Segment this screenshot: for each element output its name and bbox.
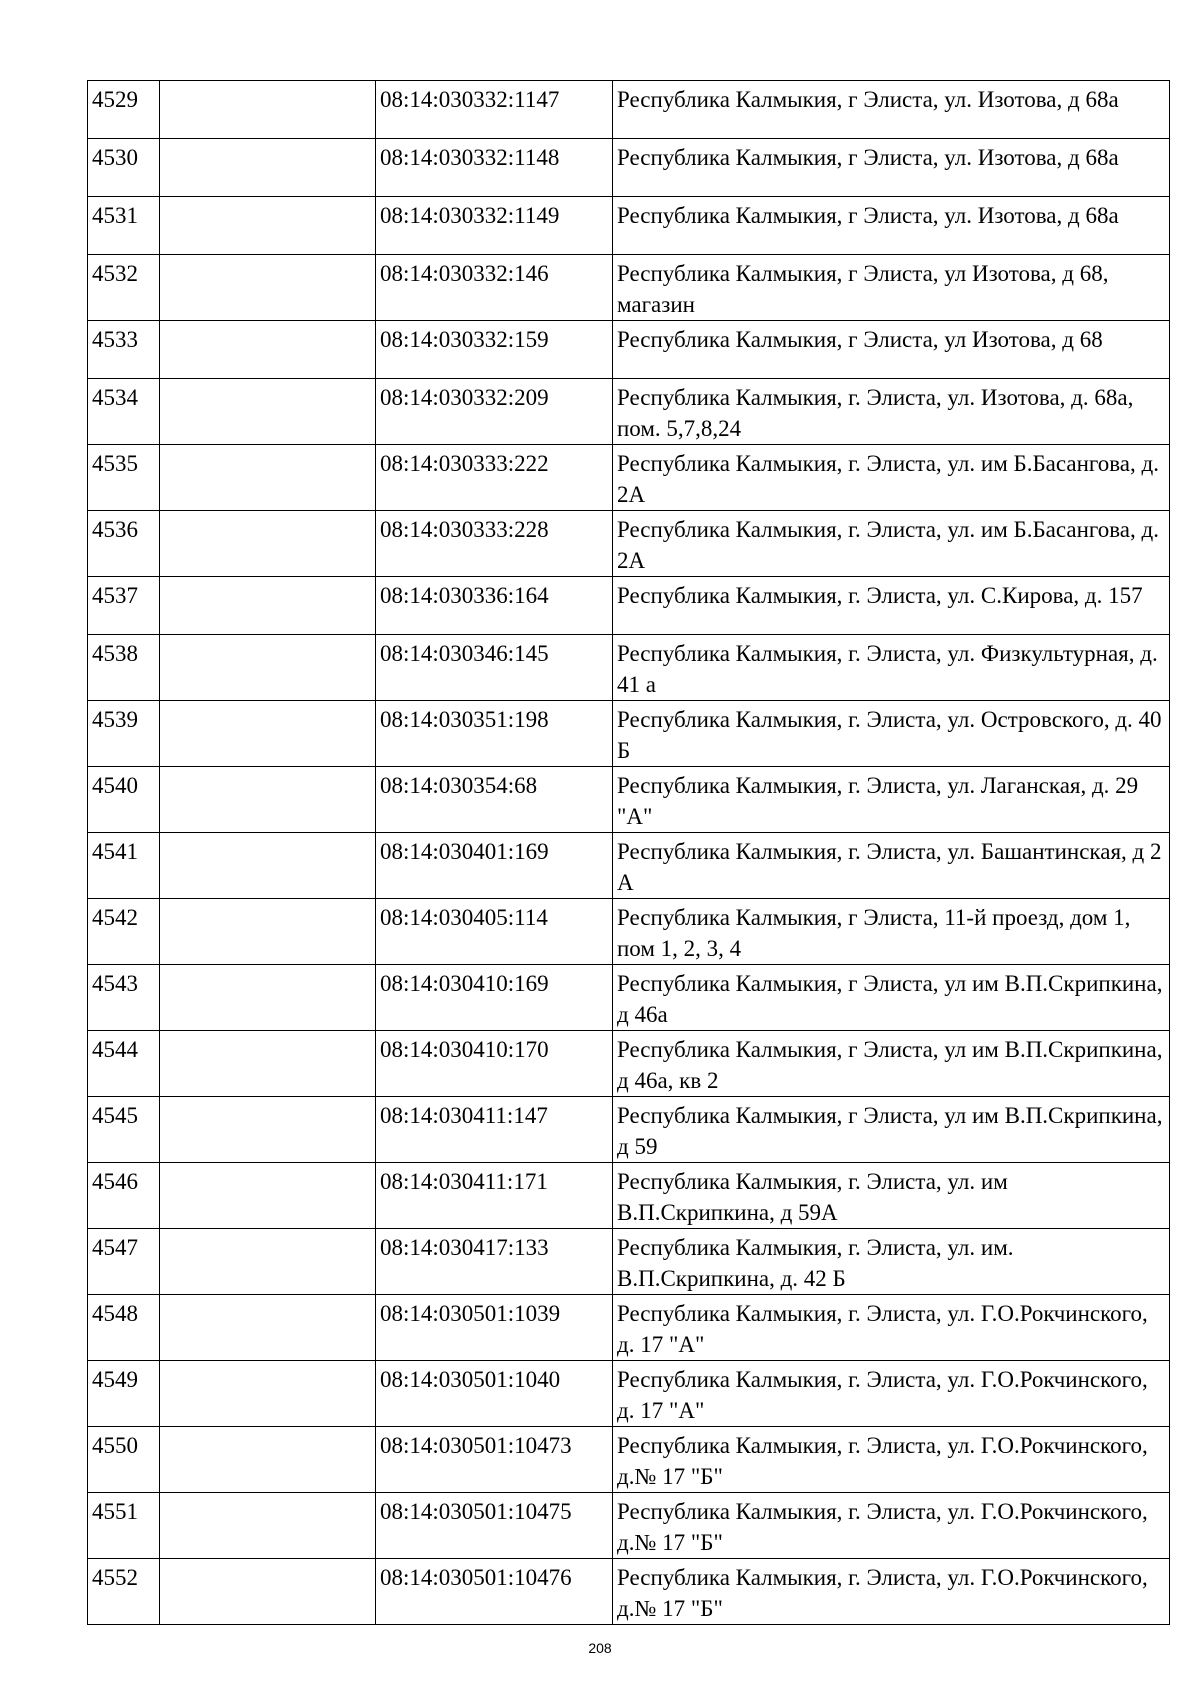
table-row: [88, 321, 1170, 379]
cadastral-number-cell: 08:14:030501:10476: [376, 1559, 613, 1625]
registry-table-body: [88, 81, 1170, 1625]
cadastral-number-cell: 08:14:030333:228: [376, 511, 613, 577]
address-cell: Республика Калмыкия, г Элиста, ул им В.П.Скрипкина, д 46а: [613, 965, 1170, 1031]
table-row: [88, 379, 1170, 445]
table-row: [88, 701, 1170, 767]
row-number-cell: 4548: [88, 1295, 160, 1361]
table-row: [88, 197, 1170, 255]
table-row: [88, 965, 1170, 1031]
row-number-cell: 4541: [88, 833, 160, 899]
cadastral-number-cell: 08:14:030332:159: [376, 321, 613, 379]
owner-cell: [160, 767, 376, 833]
row-number-cell: 4534: [88, 379, 160, 445]
owner-cell: [160, 511, 376, 577]
cadastral-number-cell: 08:14:030401:169: [376, 833, 613, 899]
address-cell: Республика Калмыкия, г. Элиста, ул. Г.О.Рокчинского, д.№ 17 "Б": [613, 1559, 1170, 1625]
row-number-cell: 4538: [88, 635, 160, 701]
cadastral-number-cell: 08:14:030501:10473: [376, 1427, 613, 1493]
cadastral-number-cell: 08:14:030411:147: [376, 1097, 613, 1163]
address-cell: Республика Калмыкия, г. Элиста, ул. Физкультурная, д. 41 а: [613, 635, 1170, 701]
row-number-cell: 4529: [88, 81, 160, 139]
table-row: [88, 1361, 1170, 1427]
table-row: [88, 511, 1170, 577]
row-number-cell: 4543: [88, 965, 160, 1031]
row-number-cell: 4537: [88, 577, 160, 635]
cadastral-number-cell: 08:14:030411:171: [376, 1163, 613, 1229]
cadastral-number-cell: 08:14:030410:169: [376, 965, 613, 1031]
address-cell: Республика Калмыкия, г Элиста, ул. Изотова, д 68а: [613, 81, 1170, 139]
cadastral-number-cell: 08:14:030417:133: [376, 1229, 613, 1295]
table-row: [88, 899, 1170, 965]
address-cell: Республика Калмыкия, г Элиста, ул Изотова, д 68: [613, 321, 1170, 379]
table-row: [88, 1163, 1170, 1229]
address-cell: Республика Калмыкия, г. Элиста, ул. им Б.Басангова, д. 2А: [613, 511, 1170, 577]
owner-cell: [160, 81, 376, 139]
address-cell: Республика Калмыкия, г. Элиста, ул. Островского, д. 40 Б: [613, 701, 1170, 767]
row-number-cell: 4531: [88, 197, 160, 255]
row-number-cell: 4536: [88, 511, 160, 577]
table-row: [88, 81, 1170, 139]
cadastral-number-cell: 08:14:030501:1040: [376, 1361, 613, 1427]
owner-cell: [160, 445, 376, 511]
address-cell: Республика Калмыкия, г Элиста, ул им В.П.Скрипкина, д 59: [613, 1097, 1170, 1163]
owner-cell: [160, 1295, 376, 1361]
cadastral-number-cell: 08:14:030410:170: [376, 1031, 613, 1097]
owner-cell: [160, 379, 376, 445]
cadastral-number-cell: 08:14:030332:209: [376, 379, 613, 445]
address-cell: Республика Калмыкия, г Элиста, 11-й проезд, дом 1, пом 1, 2, 3, 4: [613, 899, 1170, 965]
address-cell: Республика Калмыкия, г Элиста, ул Изотова, д 68, магазин: [613, 255, 1170, 321]
row-number-cell: 4535: [88, 445, 160, 511]
owner-cell: [160, 1229, 376, 1295]
owner-cell: [160, 1559, 376, 1625]
table-row: [88, 1097, 1170, 1163]
address-cell: Республика Калмыкия, г. Элиста, ул. Башантинская, д 2 А: [613, 833, 1170, 899]
registry-table: [87, 80, 1170, 1625]
table-row: [88, 635, 1170, 701]
owner-cell: [160, 577, 376, 635]
cadastral-number-cell: 08:14:030332:1149: [376, 197, 613, 255]
owner-cell: [160, 1163, 376, 1229]
table-row: [88, 445, 1170, 511]
row-number-cell: 4545: [88, 1097, 160, 1163]
address-cell: Республика Калмыкия, г. Элиста, ул. Г.О.Рокчинского, д.№ 17 "Б": [613, 1493, 1170, 1559]
address-cell: Республика Калмыкия, г Элиста, ул им В.П.Скрипкина, д 46а, кв 2: [613, 1031, 1170, 1097]
owner-cell: [160, 965, 376, 1031]
row-number-cell: 4544: [88, 1031, 160, 1097]
owner-cell: [160, 1493, 376, 1559]
address-cell: Республика Калмыкия, г. Элиста, ул. им Б.Басангова, д. 2А: [613, 445, 1170, 511]
cadastral-number-cell: 08:14:030332:146: [376, 255, 613, 321]
address-cell: Республика Калмыкия, г. Элиста, ул. Г.О.Рокчинского, д. 17 "А": [613, 1295, 1170, 1361]
row-number-cell: 4539: [88, 701, 160, 767]
address-cell: Республика Калмыкия, г. Элиста, ул. им. В.П.Скрипкина, д. 42 Б: [613, 1229, 1170, 1295]
row-number-cell: 4551: [88, 1493, 160, 1559]
address-cell: Республика Калмыкия, г. Элиста, ул. Г.О.Рокчинского, д.№ 17 "Б": [613, 1427, 1170, 1493]
row-number-cell: 4552: [88, 1559, 160, 1625]
owner-cell: [160, 1031, 376, 1097]
cadastral-number-cell: 08:14:030346:145: [376, 635, 613, 701]
row-number-cell: 4547: [88, 1229, 160, 1295]
row-number-cell: 4540: [88, 767, 160, 833]
address-cell: Республика Калмыкия, г. Элиста, ул. Г.О.Рокчинского, д. 17 "А": [613, 1361, 1170, 1427]
table-row: [88, 1295, 1170, 1361]
owner-cell: [160, 833, 376, 899]
owner-cell: [160, 899, 376, 965]
owner-cell: [160, 701, 376, 767]
table-row: [88, 139, 1170, 197]
row-number-cell: 4530: [88, 139, 160, 197]
table-row: [88, 767, 1170, 833]
cadastral-number-cell: 08:14:030501:10475: [376, 1493, 613, 1559]
table-row: [88, 255, 1170, 321]
address-cell: Республика Калмыкия, г Элиста, ул. Изотова, д 68а: [613, 139, 1170, 197]
address-cell: Республика Калмыкия, г. Элиста, ул. им В.П.Скрипкина, д 59А: [613, 1163, 1170, 1229]
address-cell: Республика Калмыкия, г. Элиста, ул. Лаганская, д. 29 "А": [613, 767, 1170, 833]
row-number-cell: 4549: [88, 1361, 160, 1427]
table-row: [88, 833, 1170, 899]
cadastral-number-cell: 08:14:030405:114: [376, 899, 613, 965]
address-cell: Республика Калмыкия, г. Элиста, ул. Изотова, д. 68а, пом. 5,7,8,24: [613, 379, 1170, 445]
owner-cell: [160, 1427, 376, 1493]
table-row: [88, 1493, 1170, 1559]
table-row: [88, 1427, 1170, 1493]
cadastral-number-cell: 08:14:030501:1039: [376, 1295, 613, 1361]
cadastral-number-cell: 08:14:030333:222: [376, 445, 613, 511]
owner-cell: [160, 635, 376, 701]
page-number: 208: [588, 1640, 612, 1656]
owner-cell: [160, 255, 376, 321]
address-cell: Республика Калмыкия, г. Элиста, ул. С.Кирова, д. 157: [613, 577, 1170, 635]
owner-cell: [160, 1361, 376, 1427]
owner-cell: [160, 197, 376, 255]
cadastral-number-cell: 08:14:030336:164: [376, 577, 613, 635]
owner-cell: [160, 139, 376, 197]
table-row: [88, 1031, 1170, 1097]
row-number-cell: 4532: [88, 255, 160, 321]
table-row: [88, 577, 1170, 635]
cadastral-number-cell: 08:14:030332:1148: [376, 139, 613, 197]
cadastral-number-cell: 08:14:030354:68: [376, 767, 613, 833]
row-number-cell: 4542: [88, 899, 160, 965]
address-cell: Республика Калмыкия, г Элиста, ул. Изотова, д 68а: [613, 197, 1170, 255]
row-number-cell: 4533: [88, 321, 160, 379]
table-row: [88, 1229, 1170, 1295]
row-number-cell: 4550: [88, 1427, 160, 1493]
cadastral-number-cell: 08:14:030351:198: [376, 701, 613, 767]
owner-cell: [160, 1097, 376, 1163]
owner-cell: [160, 321, 376, 379]
table-row: [88, 1559, 1170, 1625]
row-number-cell: 4546: [88, 1163, 160, 1229]
cadastral-number-cell: 08:14:030332:1147: [376, 81, 613, 139]
